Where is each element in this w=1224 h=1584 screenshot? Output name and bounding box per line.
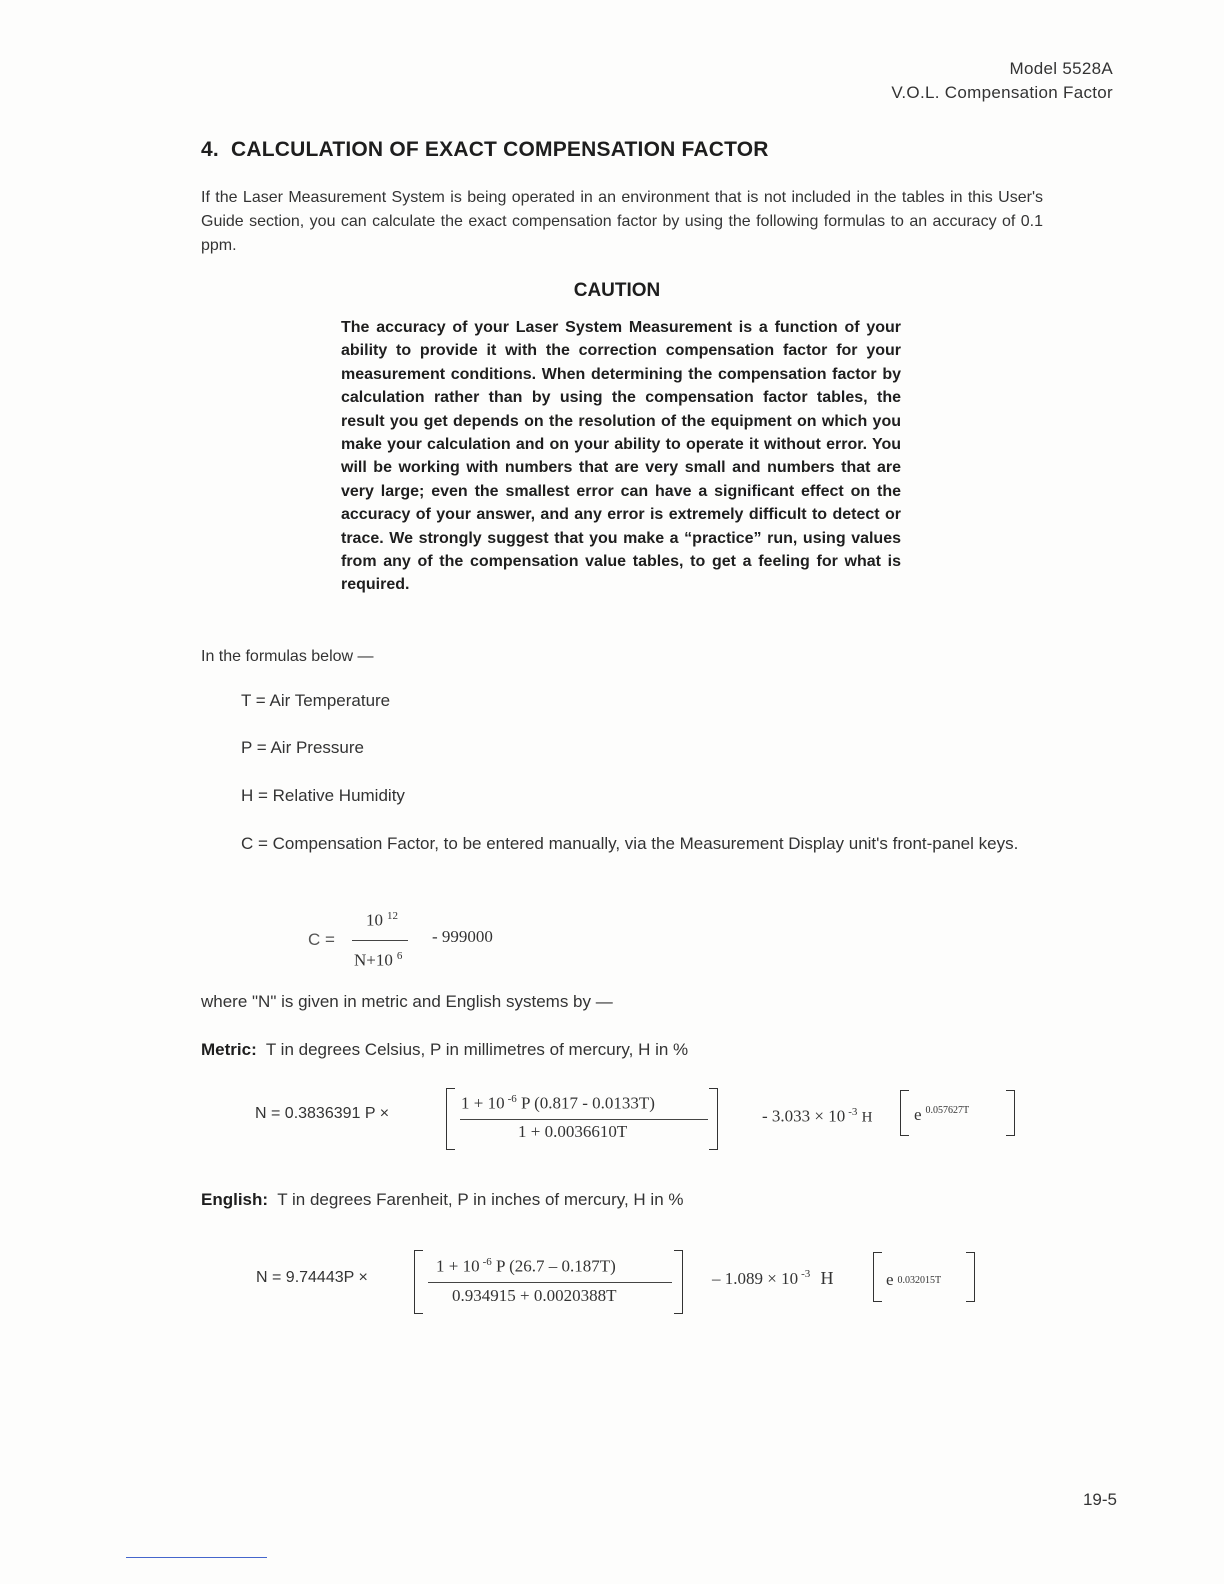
english-label: English: bbox=[201, 1190, 269, 1209]
header-model: Model 5528A bbox=[1009, 59, 1113, 78]
caution-title: CAUTION bbox=[573, 280, 661, 301]
english-description: T in degrees Farenheit, P in inches of mercury, H in % bbox=[277, 1190, 684, 1209]
metric-tail-h: H bbox=[861, 1109, 873, 1126]
formula-c-lhs: C = bbox=[308, 930, 335, 949]
english-description-line bbox=[201, 1190, 684, 1210]
definition-compensation: C = Compensation Factor, to be entered manually, via the Measurement Display unit's front-panel keys. bbox=[241, 834, 1019, 853]
english-num-b: P (26.7 – 0.187T) bbox=[496, 1256, 616, 1276]
formula-c-den-base: N+10 bbox=[354, 950, 393, 970]
formula-c-den-exp: 6 bbox=[396, 950, 403, 962]
english-fraction-bar bbox=[428, 1282, 672, 1283]
formula-c-num-exp: 12 bbox=[387, 910, 398, 922]
formula-c-fraction-bar bbox=[352, 940, 408, 941]
english-e-left-bracket bbox=[873, 1252, 882, 1302]
metric-description: T in degrees Celsius, P in millimetres of mercury, H in % bbox=[265, 1040, 689, 1059]
page-number: 19-5 bbox=[1082, 1490, 1117, 1509]
formula-c-tail: - 999000 bbox=[432, 927, 493, 946]
metric-left-bracket bbox=[446, 1088, 455, 1150]
metric-tail bbox=[762, 1106, 873, 1127]
english-denominator: 0.934915 + 0.0020388T bbox=[452, 1286, 617, 1305]
english-e: e bbox=[886, 1270, 894, 1289]
english-tail-a: – 1.089 × 10 bbox=[712, 1269, 799, 1288]
english-num-a: 1 + 10 bbox=[436, 1256, 480, 1276]
intro-paragraph: If the Laser Measurement System is being operated in an environment that is not included in the tables in this User's Guide section, you can calculate the exact compensation factor by using the following formulas to an accuracy of 0.1 ppm. bbox=[201, 189, 1043, 254]
english-num-exp: -6 bbox=[482, 1256, 492, 1268]
english-numerator bbox=[436, 1256, 616, 1277]
definition-humidity: H = Relative Humidity bbox=[241, 786, 405, 805]
section-heading bbox=[201, 138, 769, 162]
formula-c-num-base: 10 bbox=[366, 910, 383, 930]
header-subtitle: V.O.L. Compensation Factor bbox=[891, 83, 1113, 102]
caution-body: The accuracy of your Laser System Measurement is a function of your ability to provide it with the correction compensation factor for your measurement conditions. When determining the compensation factor by calculation rather than by using the compensation factor tables, the result you get depends on the resolution of the equipment on which you make your calculation and on your ability to operate it without error. You will be working with numbers that are very small and numbers that are very large; even the smallest error can have a significant effect on the accuracy of your answer, and any error is extremely difficult to detect or trace. We strongly suggest that you make a “practice” run, using values from any of the compensation value tables, to get a feeling for what is required. bbox=[341, 319, 901, 594]
metric-e: e bbox=[914, 1105, 922, 1124]
metric-exponential bbox=[914, 1105, 969, 1125]
metric-label: Metric: bbox=[201, 1040, 257, 1059]
english-e-right-bracket bbox=[966, 1252, 975, 1302]
english-left-bracket bbox=[414, 1250, 423, 1314]
metric-numerator bbox=[461, 1093, 655, 1114]
metric-num-b: P (0.817 - 0.0133T) bbox=[521, 1093, 655, 1113]
formula-c-denominator bbox=[354, 950, 402, 971]
footer-rule bbox=[126, 1557, 267, 1558]
metric-e-left-bracket bbox=[900, 1090, 909, 1136]
metric-e-exp: 0.057627T bbox=[925, 1105, 970, 1117]
where-text: where "N" is given in metric and English systems by — bbox=[201, 992, 613, 1011]
metric-right-bracket bbox=[709, 1088, 718, 1150]
english-e-exp: 0.032015T bbox=[897, 1275, 942, 1287]
english-tail-h: H bbox=[820, 1268, 834, 1288]
section-number: 4. bbox=[201, 138, 219, 161]
english-lhs: N = 9.74443P × bbox=[256, 1269, 368, 1286]
metric-lhs: N = 0.3836391 P × bbox=[255, 1105, 390, 1122]
english-right-bracket bbox=[674, 1250, 683, 1314]
english-exponential bbox=[886, 1270, 941, 1290]
english-tail bbox=[712, 1268, 834, 1289]
metric-num-a: 1 + 10 bbox=[461, 1093, 505, 1113]
formula-c-numerator bbox=[366, 910, 398, 931]
metric-fraction-bar bbox=[460, 1119, 708, 1120]
english-tail-exp: -3 bbox=[801, 1268, 811, 1281]
definition-pressure: P = Air Pressure bbox=[241, 738, 364, 757]
metric-tail-exp: -3 bbox=[848, 1106, 858, 1118]
metric-num-exp: -6 bbox=[507, 1093, 517, 1105]
metric-e-right-bracket bbox=[1006, 1090, 1015, 1136]
metric-denominator: 1 + 0.0036610T bbox=[518, 1122, 628, 1141]
metric-tail-a: - 3.033 × 10 bbox=[762, 1106, 846, 1126]
section-title: CALCULATION OF EXACT COMPENSATION FACTOR bbox=[231, 138, 769, 161]
formulas-intro: In the formulas below — bbox=[201, 648, 374, 665]
metric-description-line bbox=[201, 1040, 688, 1060]
definition-temperature: T = Air Temperature bbox=[241, 691, 391, 710]
